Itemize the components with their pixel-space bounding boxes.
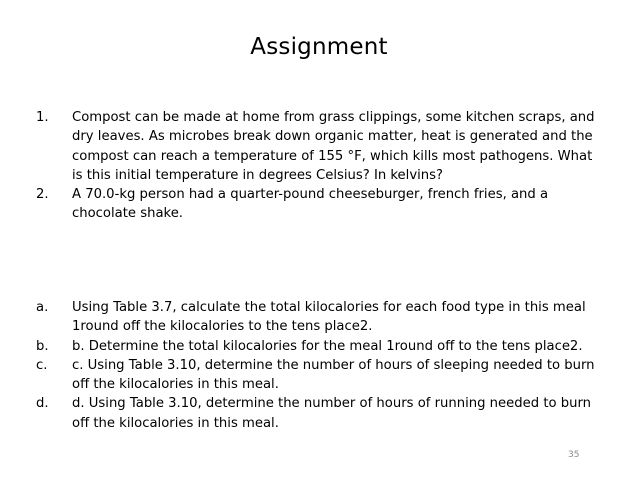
subpart-letter: c. [36, 357, 48, 373]
question-number: 1. [36, 110, 49, 125]
subpart-text: d. Using Table 3.10, determine the number of hours of running needed to burn off the kilocalories in this meal. [72, 396, 592, 431]
subpart-item [36, 394, 606, 433]
question-text: Compost can be made at home from grass clippings, some kitchen scraps, and dry leaves. As microbes break down organic matter, heat is generated and the compost can reach a temperature of 155 °F, which kills most pathogens. What is this initial temperature in degrees Celsius? In kelvins? [72, 110, 595, 183]
subpart-letter: a. [36, 300, 49, 315]
subpart-letter: d. [36, 396, 49, 412]
subpart-item [36, 356, 606, 395]
page-number: 35 [568, 450, 580, 460]
subpart-letter: b. [36, 338, 49, 354]
question-item [36, 185, 606, 224]
slide-title: Assignment [250, 34, 388, 60]
subpart-item [36, 337, 606, 356]
subpart-list [36, 298, 606, 433]
subpart-text: b. Determine the total kilocalories for the meal 1round off to the tens place2. [72, 338, 583, 354]
question-number: 2. [36, 187, 49, 203]
question-text: A 70.0-kg person had a quarter-pound cheeseburger, french fries, and a chocolate shake. [72, 187, 549, 222]
subpart-text: c. Using Table 3.10, determine the number of hours of sleeping needed to burn off the kilocalories in this meal. [72, 357, 595, 393]
question-list [36, 108, 606, 224]
subpart-text: Using Table 3.7, calculate the total kilocalories for each food type in this meal 1round off the kilocalories to the tens place2. [72, 300, 586, 335]
subpart-item [36, 298, 606, 337]
question-item [36, 108, 606, 185]
